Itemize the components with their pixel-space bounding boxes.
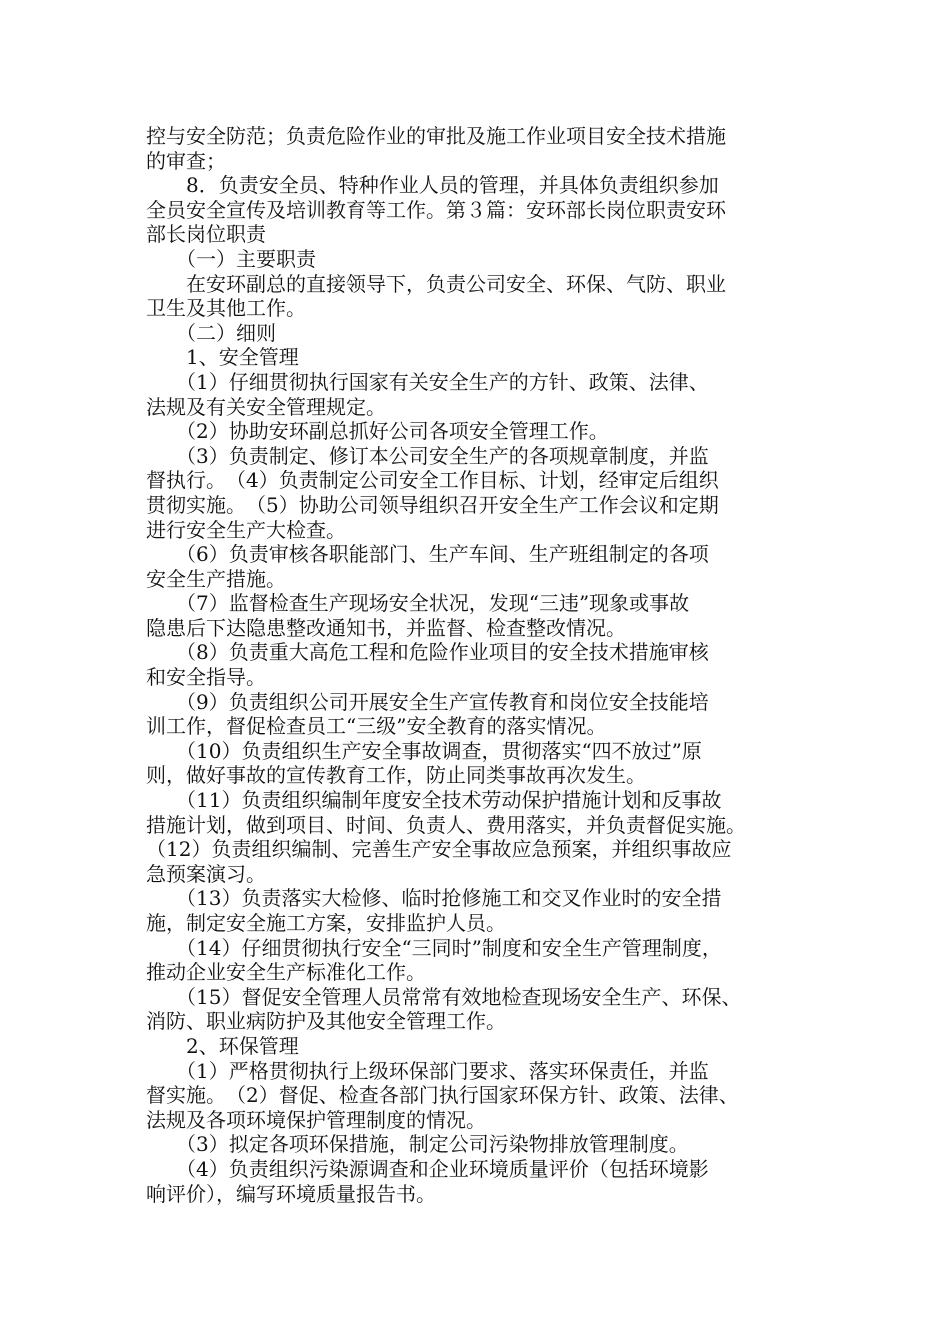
text-line: （3）负责制定、修订本公司安全生产的各项规章制度，并监 bbox=[146, 443, 709, 468]
text-line: （8）负责重大高危工程和危险作业项目的安全技术措施审核 bbox=[146, 640, 709, 665]
text-line: 施，制定安全施工方案，安排监护人员。 bbox=[146, 911, 506, 935]
text-line: 8．负责安全员、特种作业人员的管理，并具体负责组织参加 bbox=[146, 173, 719, 198]
text-line: 贯彻实施。 （5）协助公司领导组织召开安全生产工作会议和定期 bbox=[146, 492, 719, 517]
text-line: 训工作，督促检查员工“三级”安全教育的落实情况。 bbox=[146, 714, 607, 739]
text-line: 急预案演习。 bbox=[146, 861, 266, 886]
text-line: 督实施。 （2）督促、检查各部门执行国家环保方针、政策、法律、 bbox=[146, 1083, 739, 1108]
text-line: （9）负责组织公司开展安全生产宣传教育和岗位安全技能培 bbox=[146, 689, 709, 714]
text-line: （13）负责落实大检修、临时抢修施工和交叉作业时的安全措 bbox=[146, 886, 722, 911]
text-line: （14）仔细贯彻执行安全“三同时”制度和安全生产管理制度， bbox=[146, 935, 722, 960]
text-line: 督执行。 （4）负责制定公司安全工作目标、计划，经审定后组织 bbox=[146, 468, 719, 493]
text-line: （1）严格贯彻执行上级环保部门要求、落实环保责任，并监 bbox=[146, 1058, 709, 1083]
text-line: 控与安全防范；负责危险作业的审批及施工作业项目安全技术措施 bbox=[146, 124, 726, 148]
text-line: （二）细则 bbox=[146, 320, 276, 345]
text-line: 的审查； bbox=[146, 148, 226, 173]
text-line: 卫生及其他工作。 bbox=[146, 296, 306, 321]
text-line: （15）督促安全管理人员常常有效地检查现场安全生产、环保、 bbox=[146, 984, 742, 1009]
text-line: （10）负责组织生产安全事故调查，贯彻落实“四不放过”原 bbox=[146, 738, 702, 763]
text-line: （7）监督检查生产现场安全状况，发现“三违”现象或事故 bbox=[146, 591, 690, 616]
text-line: 全员安全宣传及培训教育等工作。第３篇：安环部长岗位职责安环 bbox=[146, 197, 726, 222]
text-line: 2、环保管理 bbox=[146, 1033, 299, 1058]
text-line: （6）负责审核各职能部门、生产车间、生产班组制定的各项 bbox=[146, 542, 709, 567]
body-text bbox=[146, 124, 816, 1206]
text-line: 法规及有关安全管理规定。 bbox=[146, 394, 386, 419]
text-line: 消防、职业病防护及其他安全管理工作。 bbox=[146, 1009, 506, 1034]
text-line: （3）拟定各项环保措施，制定公司污染物排放管理制度。 bbox=[146, 1132, 689, 1157]
text-line: 措施计划，做到项目、时间、负责人、费用落实，并负责督促实施。 bbox=[146, 812, 746, 837]
text-line: 法规及各项环境保护管理制度的情况。 bbox=[146, 1107, 486, 1132]
text-line: 推动企业安全生产标准化工作。 bbox=[146, 960, 426, 985]
text-line: （12）负责组织编制、完善生产安全事故应急预案，并组织事故应 bbox=[146, 837, 732, 862]
text-line: 和安全指导。 bbox=[146, 665, 266, 690]
text-line: （2）协助安环副总抓好公司各项安全管理工作。 bbox=[146, 419, 609, 444]
text-line: （4）负责组织污染源调查和企业环境质量评价（包括环境影 bbox=[146, 1156, 709, 1181]
text-line: （1）仔细贯彻执行国家有关安全生产的方针、政策、法律、 bbox=[146, 369, 709, 394]
text-line: 在安环副总的直接领导下，负责公司安全、环保、气防、职业 bbox=[146, 271, 726, 296]
text-line: 进行安全生产大检查。 bbox=[146, 517, 346, 542]
text-line: 安全生产措施。 bbox=[146, 566, 286, 591]
text-line: 响评价），编写环境质量报告书。 bbox=[146, 1181, 436, 1206]
text-line: 隐患后下达隐患整改通知书，并监督、检查整改情况。 bbox=[146, 615, 626, 640]
text-line: 则，做好事故的宣传教育工作，防止同类事故再次发生。 bbox=[146, 763, 646, 788]
text-line: （一）主要职责 bbox=[146, 246, 316, 271]
text-line: （11）负责组织编制年度安全技术劳动保护措施计划和反事故 bbox=[146, 788, 722, 813]
text-line: 1、安全管理 bbox=[146, 345, 299, 370]
text-line: 部长岗位职责 bbox=[146, 222, 266, 247]
